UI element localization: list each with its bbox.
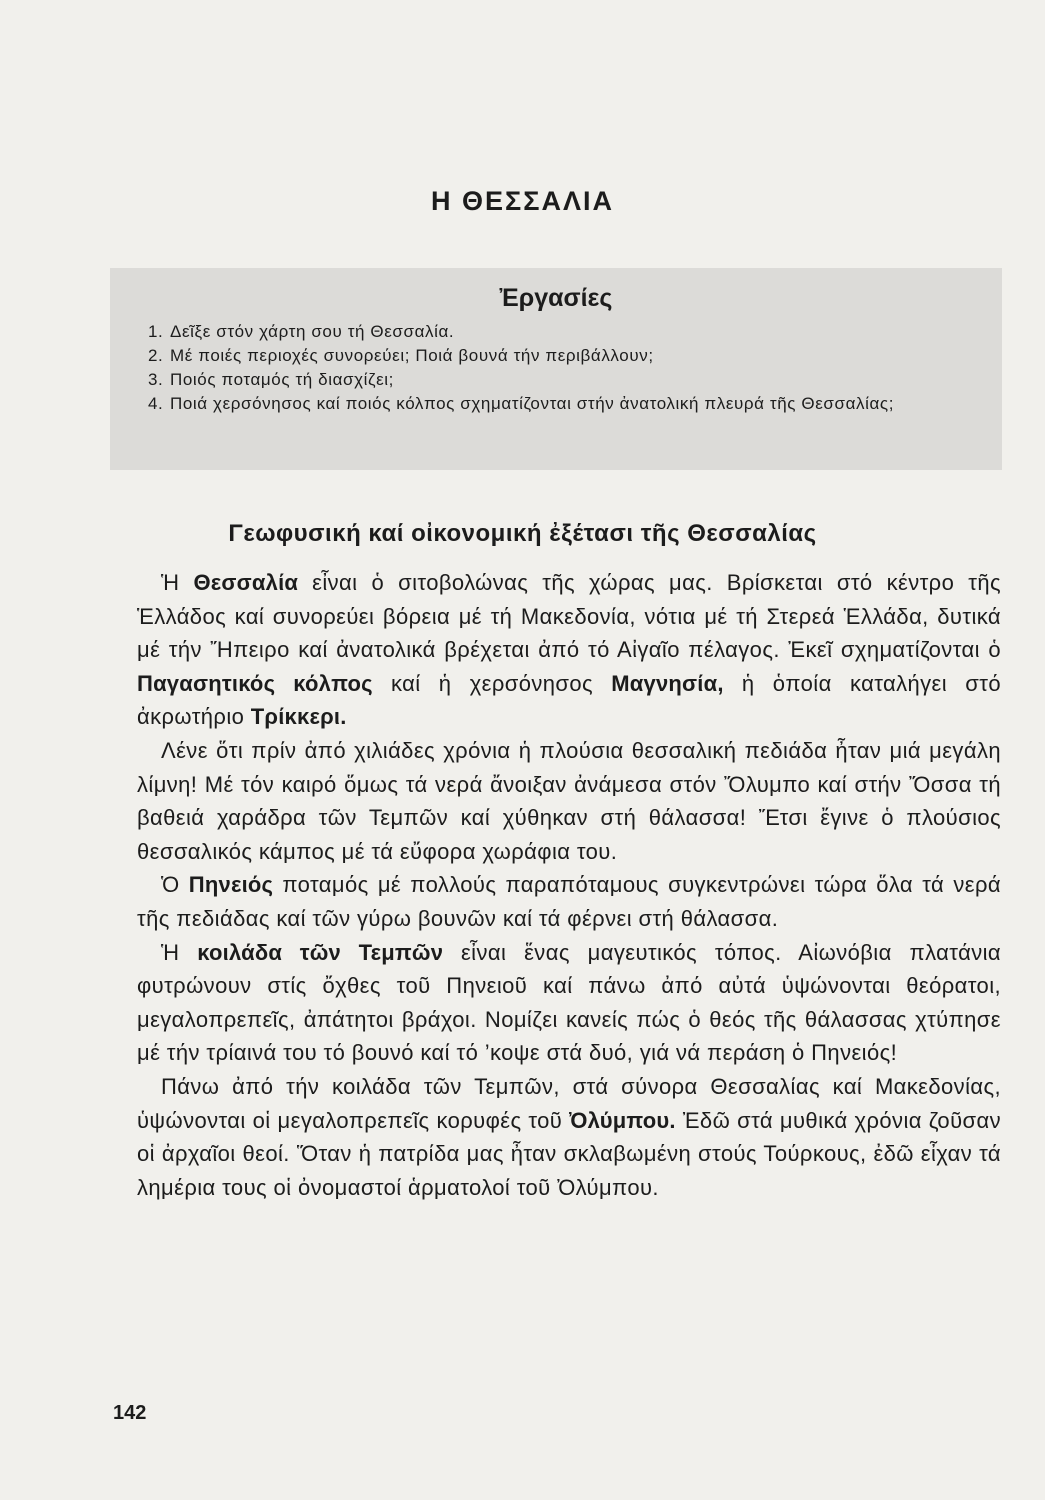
text-run: Ἡ: [161, 939, 198, 965]
tasks-box: [110, 268, 1002, 470]
paragraph-5: [137, 1070, 1001, 1204]
task-number: 3.: [148, 370, 164, 389]
term-thessaly: Θεσσαλία: [193, 570, 299, 595]
text-run: Ἐδῶ στά μυθικά χρόνια ζοῦσαν οἱ ἀρχαῖοι θεοί. Ὅταν ἡ πατρίδα μας ἦταν σκλαβωμένη στούς Τούρκους, ἐδῶ εἶχαν τά λημέρια τους οἱ ὀνομαστοί ἁρματολοί τοῦ Ὀλύμπου.: [137, 1107, 1001, 1200]
text-run: εἶναι ὁ σιτοβολώνας τῆς χώρας μας. Βρίσκεται στό κέντρο τῆς Ἑλλάδος καί συνορεύει βόρεια μέ τή Μακεδονία, νότια μέ τή Στερεά Ἑλλάδα, δυτικά μέ τήν Ἤπειρο καί ἀνατολικά βρέχεται ἀπό τό Αἰγαῖο πέλαγος. Ἐκεῖ σχηματίζονται ὁ: [137, 570, 1001, 663]
task-number: 2.: [148, 346, 164, 365]
page-title: Η ΘΕΣΣΑΛΙΑ: [431, 186, 614, 216]
task-text: Δεῖξε στόν χάρτη σου τή Θεσσαλία.: [170, 322, 455, 341]
text-run: εἶναι ἕνας μαγευτικός τόπος. Αἰωνόβια πλατάνια φυτρώνουν στίς ὄχθες τοῦ Πηνειοῦ καί πάνω ἀπό αὐτά ὑψώνονται θεόρατοι, μεγαλοπρεπεῖς, ἀπάτητοι βράχοι. Νομίζει κανείς πώς ὁ θεός τῆς θάλασσας χτύπησε μέ τήν τρίαινά του τό βουνό καί τό ’κοψε στά δυό, γιά νά περάση ὁ Πηνειός!: [137, 939, 1001, 1066]
body-text: [137, 566, 1001, 1204]
term-magnesia: Μαγνησία,: [611, 670, 724, 696]
paragraph-3: [137, 868, 1001, 935]
text-run: Ὁ: [161, 872, 189, 898]
term-pagasetic-gulf: Παγασητικός κόλπος: [137, 670, 373, 696]
term-tempi-valley: κοιλάδα τῶν Τεμπῶν: [197, 939, 444, 965]
paragraph-1: [137, 566, 1001, 734]
text-run: Πάνω ἀπό τήν κοιλάδα τῶν Τεμπῶν, στά σύνορα Θεσσαλίας καί Μακεδονίας, ὑψώνονται οἱ μεγαλοπρεπεῖς κορυφές τοῦ: [137, 1073, 1001, 1133]
task-number: 4.: [148, 394, 164, 413]
text-run: ποταμός μέ πολλούς παραπόταμους συγκεντρώνει τώρα ὅλα τά νερά τῆς πεδιάδας καί τῶν γύρω βουνῶν καί τά φέρνει στή θάλασσα.: [137, 872, 1001, 931]
task-text: Μέ ποιές περιοχές συνορεύει; Ποιά βουνά τήν περιβάλλουν;: [170, 346, 654, 365]
tasks-heading: Ἐργασίες: [499, 284, 613, 312]
task-text: Ποιά χερσόνησος καί ποιός κόλπος σχηματίζονται στήν ἀνατολική πλευρά τῆς Θεσσαλίας;: [170, 394, 895, 413]
task-item: [148, 344, 988, 368]
task-number: 1.: [148, 322, 164, 341]
text-run: ἡ ὁποία καταλήγει στό ἀκρωτήριο: [137, 670, 1001, 730]
term-pineios: Πηνειός: [188, 872, 274, 898]
task-item: [148, 368, 988, 392]
tasks-list: [148, 320, 988, 416]
text-run: Ἡ: [161, 570, 194, 595]
page-number: 142: [113, 1402, 147, 1424]
paragraph-4: [137, 936, 1001, 1070]
text-run: καί ἡ χερσόνησος: [372, 670, 612, 696]
task-item: [148, 320, 988, 344]
term-olympus: Ὀλύμπου.: [569, 1107, 676, 1133]
section-heading: Γεωφυσική καί οἰκονομική ἐξέτασι τῆς Θεσσαλίας: [228, 520, 817, 547]
paragraph-2: Λένε ὅτι πρίν ἀπό χιλιάδες χρόνια ἡ πλούσια θεσσαλική πεδιάδα ἦταν μιά μεγάλη λίμνη! Μέ τόν καιρό ὅμως τά νερά ἄνοιξαν ἀνάμεσα στόν Ὄλυμπο καί στήν Ὄσσα τή βαθειά χαράδρα τῶν Τεμπῶν καί χύθηκαν στή θάλασσα! Ἔτσι ἔγινε ὁ πλούσιος θεσσαλικός κάμπος μέ τά εὔφορα χωράφια του.: [137, 737, 1001, 864]
term-trikeri: Τρίκκερι.: [250, 704, 347, 730]
task-item: [148, 392, 988, 416]
task-text: Ποιός ποταμός τή διασχίζει;: [170, 370, 394, 389]
